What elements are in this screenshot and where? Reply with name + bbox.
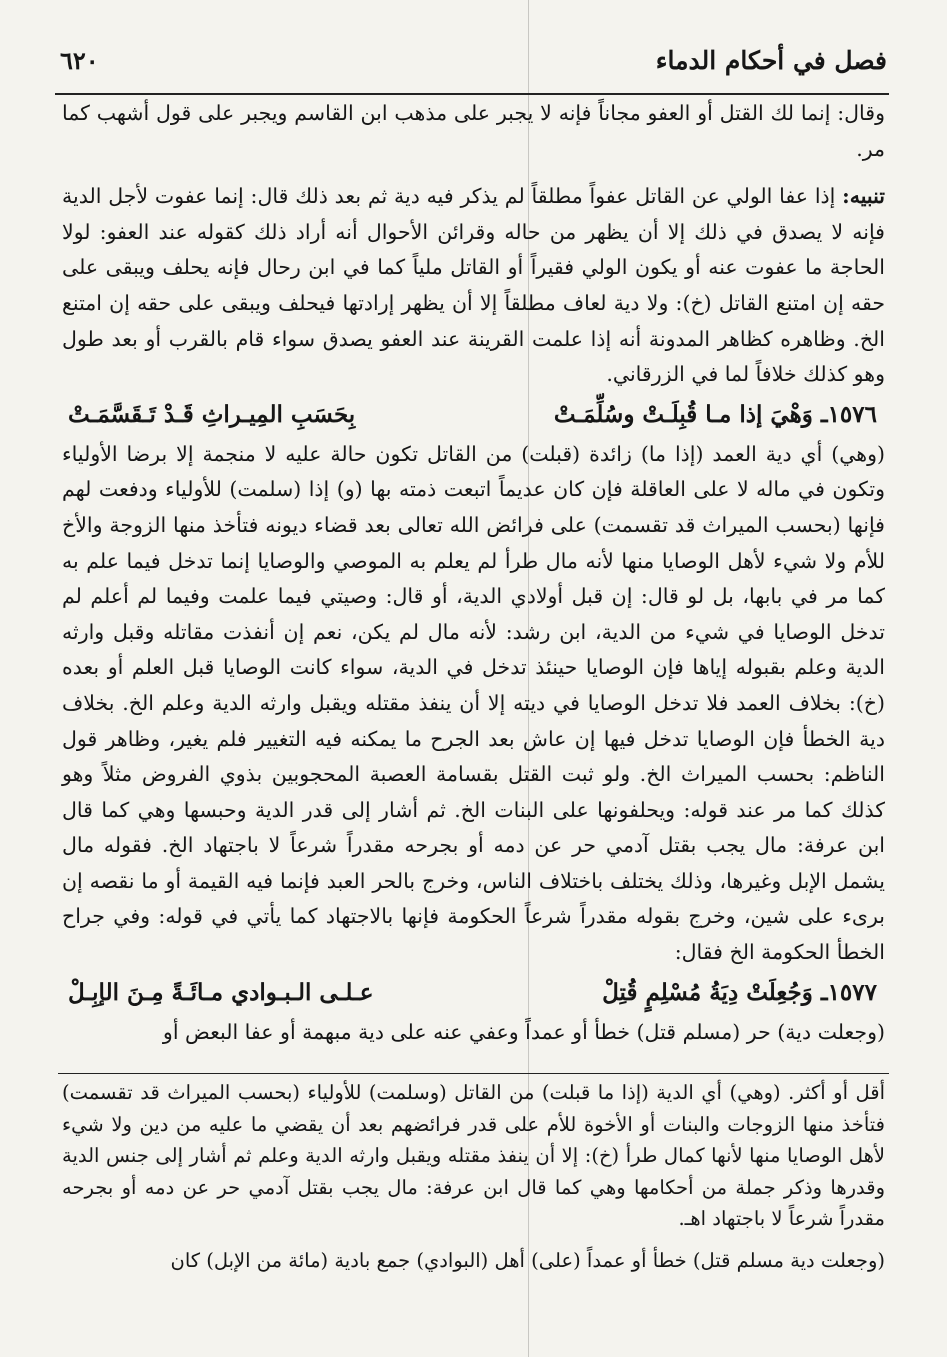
verse-first-half <box>554 395 877 435</box>
verse-1577 <box>68 973 877 1013</box>
verse-hemistich-2: عـلـى الـبـوادي مـائَـةً مِـنَ الإبِـلْ <box>68 978 374 1006</box>
note-body: إذا عفا الولي عن القاتل عفواً مطلقاً لم يذكر فيه دية ثم بعد ذلك قال: إنما عفوت لأجل الدية فإنه لا يصدق في ذلك إلا أن يظهر من حاله وقرائن الأحوال أنه أراد ذلك كقوله عند العفو: لولا الحاجة ما عفوت عنه أو يكون الولي فقيراً أو القاتل ملياً كما في ابن رحال فإنه يحلف ويبقى على حقه إن امتنع القاتل (خ): ولا دية لعاف مطلقاً إلا أن يظهر إرادتها فيحلف ويبقى على حقه إن امتنع الخ. وظاهره كظاهر المدونة أنه إذا علمت القرينة عند العفو يصدق سواء قام بالقرب أو بعد طول وهو كذلك خلافاً لما في الزرقاني. <box>62 184 885 387</box>
footnote-rule <box>58 1073 889 1074</box>
commentary-paragraph: (وجعلت دية) حر (مسلم قتل) خطأ أو عمداً وعفي عنه على دية مبهمة أو عفا البعض أو <box>162 1019 885 1044</box>
footnote-paragraph: أقل أو أكثر. (وهي) أي الدية (إذا ما قبلت) من القاتل (وسلمت) للأولياء (بحسب الميراث قد تقسمت) فتأخذ منها الزوجات والبنات أو الأخوة للأم على قدر فرائضهم بعد أن يقضي ما عليه من دين ولا شيء لأهل الوصايا منها لأنها كمال طرأ (خ): إلا أن ينفذ مقتله ويقبل وارثه الدية وعلم ثم أشار إلى جنس الدية وقدرها وذكر جملة من أحكامها وهي كما قال ابن عرفة: مال يجب بقتل آدمي حر عن دمه أو بجرحه مقدراً شرعاً لا باجتهاد اهـ. <box>62 1081 885 1230</box>
header-rule <box>55 93 889 95</box>
running-title: فصل في أحكام الدماء <box>655 45 887 75</box>
verse-hemistich-2: بِحَسَبِ المِيـراثِ قَـدْ تَـقَسَّمَـتْ <box>68 400 356 428</box>
verse-hemistich-1: ـ وَجُعِلَتْ دِيَةُ مُسْلِمٍ قُتِلْ <box>602 978 828 1006</box>
page-number: ٦٢٠ <box>60 45 99 75</box>
verse-number: ١٥٧٦ <box>827 400 877 428</box>
note-label: تنبيه: <box>842 184 885 209</box>
footnote-paragraph: (وجعلت دية مسلم قتل) خطأ أو عمداً (على) أهل (البوادي) جمع بادية (مائة من الإبل) كان <box>170 1248 885 1272</box>
commentary-paragraph: (وهي) أي دية العمد (إذا ما) زائدة (قبلت) من القاتل تكون حالة عليه لا منجمة إلا برضا الأولياء وتكون في ماله لا على العاقلة فإن كان عديماً اتبعت ذمته بها (و) إذا (سلمت) للأولياء ودفعت لهم فإنها (بحسب الميراث قد تقسمت) على فرائض الله تعالى بعد قضاء ديونه فتأخذ منها الزوجة والأخ للأم ولا شيء لأهل الوصايا منها لأنه مال طرأ لم يعلم به الموصي والوصايا إنما تدخل فيما علم به كما مر في بابها، بل لو قال: إن قبل أولادي الدية، أو قال: وصيتي فيما علمت وفيما لم أعلم لم تدخل الوصايا في شيء من الدية، ابن رشد: لأنه مال لم يكن، نعم إن أنفذت مقاتله وقبل وارثه الدية وعلم بقبوله إياها فإن الوصايا حينئذ تدخل في الدية، سواء كانت الوصايا قبل العلم أو بعده (خ): بخلاف العمد فلا تدخل الوصايا في ديته إلا أن ينفذ مقتله ويقبل وارثه الدية وعلم الخ. بخلاف دية الخطأ فإن الوصايا تدخل فيها إن عاش بعد الجرح ما يمكنه فيه التغيير فلم يغير، وظاهر قول الناظم: بحسب الميراث الخ. ولو ثبت القتل بقسامة العصبة المحجوبين بذوي الفروض مثلاً وهو كذلك كما مر عند قوله: ويحلفونها على البنات الخ. ثم أشار إلى قدر الدية وحبسها وهي كما قال ابن عرفة: مال يجب بقتل آدمي حر عن دمه أو بجرحه مقدراً شرعاً لا باجتهاد الخ. فقوله مال يشمل الإبل وغيرها، وذلك يختلف باختلاف الناس، وخرج بالحر العبد فإنما فيه القيمة أو ما نقصه إن برىء على شين، وخرج بقوله مقدراً شرعاً الحكومة فإنها بالاجتهاد كما يأتي في قوله: وفي جراح الخطأ الحكومة الخ فقال: <box>62 441 885 965</box>
verse-1576 <box>68 395 877 435</box>
verse-hemistich-1: ـ وَهْيَ إذا مـا قُبِلَـتْ وسُلِّمَـتْ <box>553 400 828 428</box>
verse-first-half <box>602 973 877 1013</box>
verse-number: ١٥٧٧ <box>827 978 877 1006</box>
commentary-paragraph: وقال: إنما لك القتل أو العفو مجاناً فإنه لا يجبر على مذهب ابن القاسم ويجبر على قول أشهب كما مر. <box>62 101 885 161</box>
footnote-text <box>62 1077 885 1276</box>
note-paragraph <box>62 179 885 393</box>
page-header <box>60 38 887 82</box>
main-text <box>62 96 885 1050</box>
